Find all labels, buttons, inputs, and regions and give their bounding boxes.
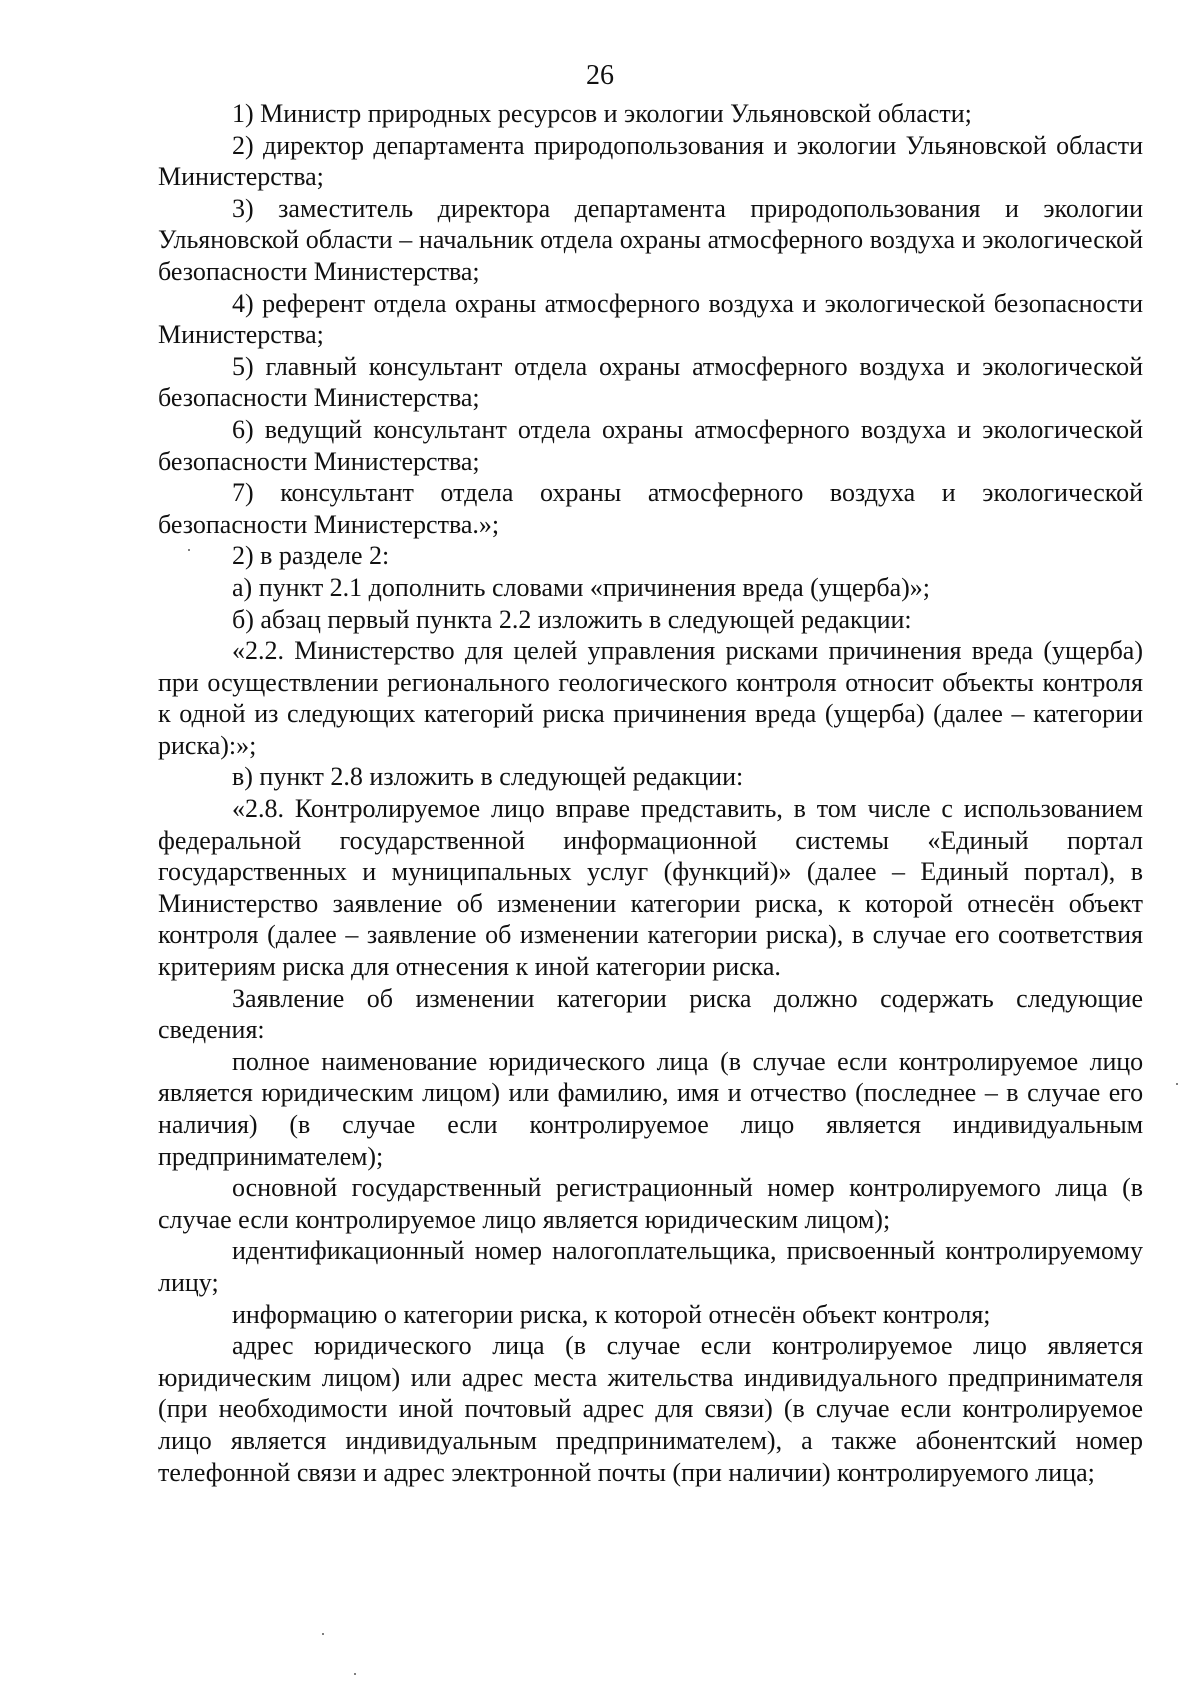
scan-speck: [322, 1633, 324, 1635]
application-requirements: Заявление об изменении категории риска должно содержать следующие сведения:: [158, 983, 1143, 1045]
requirement-ogrn: основной государственный регистрационный номер контролируемого лица (в случае если контролируемое лицо является юридическим лицом);: [158, 1173, 1143, 1234]
paragraph-item-1: 1) Министр природных ресурсов и экологии Ульяновской области;: [232, 99, 972, 128]
paragraph-item-4: 4) референт отдела охраны атмосферного воздуха и экологической безопасности Министерства;: [158, 288, 1143, 350]
clause-2-2-text: «2.2. Министерство для целей управления рисками причинения вреда (ущерба) при осуществлении регионального геологического контроля относит объекты контроля к одной из следующих категорий риска причинения вреда (ущерба) (далее – категории риска):»;: [158, 636, 1143, 760]
section-2-heading: 2) в разделе 2:: [232, 541, 390, 571]
paragraph-item-7: 7) консультант отдела охраны атмосферного воздуха и экологической безопасности Министерства.»;: [158, 478, 1143, 539]
amendment-b: б) абзац первый пункта 2.2 изложить в следующей редакции:: [232, 604, 912, 634]
paragraph-item-6: 6) ведущий консультант отдела охраны атмосферного воздуха и экологической безопасности Министерства;: [158, 414, 1143, 476]
clause-2-8-text: «2.8. Контролируемое лицо вправе представить, в том числе с использованием федеральной государственной информационной системы «Единый портал государственных и муниципальных услуг (функций)» (далее – Единый портал), в Министерство заявление об изменении категории риска, к которой отнесён объект контроля (далее – заявление об изменении категории риска), в случае его соответствия критериям риска для отнесения к иной категории риска.: [158, 794, 1143, 982]
scan-speck: [188, 549, 190, 551]
requirement-inn: идентификационный номер налогоплательщика, присвоенный контролируемому лицу;: [158, 1236, 1143, 1297]
scan-speck: [1176, 1083, 1178, 1085]
amendment-v: в) пункт 2.8 изложить в следующей редакции:: [232, 762, 744, 792]
page-number: 26: [586, 60, 614, 91]
requirement-full-name: полное наименование юридического лица (в случае если контролируемое лицо является юридическим лицом) или фамилию, имя и отчество (последнее – в случае его наличия) (в случае если контролируемое лицо является индивидуальным предпринимателем);: [158, 1046, 1143, 1171]
requirement-risk-category: информацию о категории риска, к которой отнесён объект контроля;: [232, 1299, 991, 1329]
paragraph-item-2: 2) директор департамента природопользования и экологии Ульяновской области Министерства;: [158, 130, 1143, 192]
requirement-address: адрес юридического лица (в случае если контролируемое лицо является юридическим лицом) или адрес места жительства индивидуального предпринимателя (при необходимости иной почтовый адрес для связи) (в случае если контролируемое лицо является индивидуальным предпринимателем), а также абонентский номер телефонной связи и адрес электронной почты (при наличии) контролируемого лица;: [158, 1331, 1143, 1487]
paragraph-item-5: 5) главный консультант отдела охраны атмосферного воздуха и экологической безопасности Министерства;: [158, 351, 1143, 413]
scan-speck: [354, 1673, 356, 1675]
document-body: [158, 98, 1143, 1488]
paragraph-item-3: 3) заместитель директора департамента природопользования и экологии Ульяновской области – начальник отдела охраны атмосферного воздуха и экологической безопасности Министерства;: [158, 193, 1143, 286]
amendment-a: а) пункт 2.1 дополнить словами «причинения вреда (ущерба)»;: [232, 572, 931, 602]
